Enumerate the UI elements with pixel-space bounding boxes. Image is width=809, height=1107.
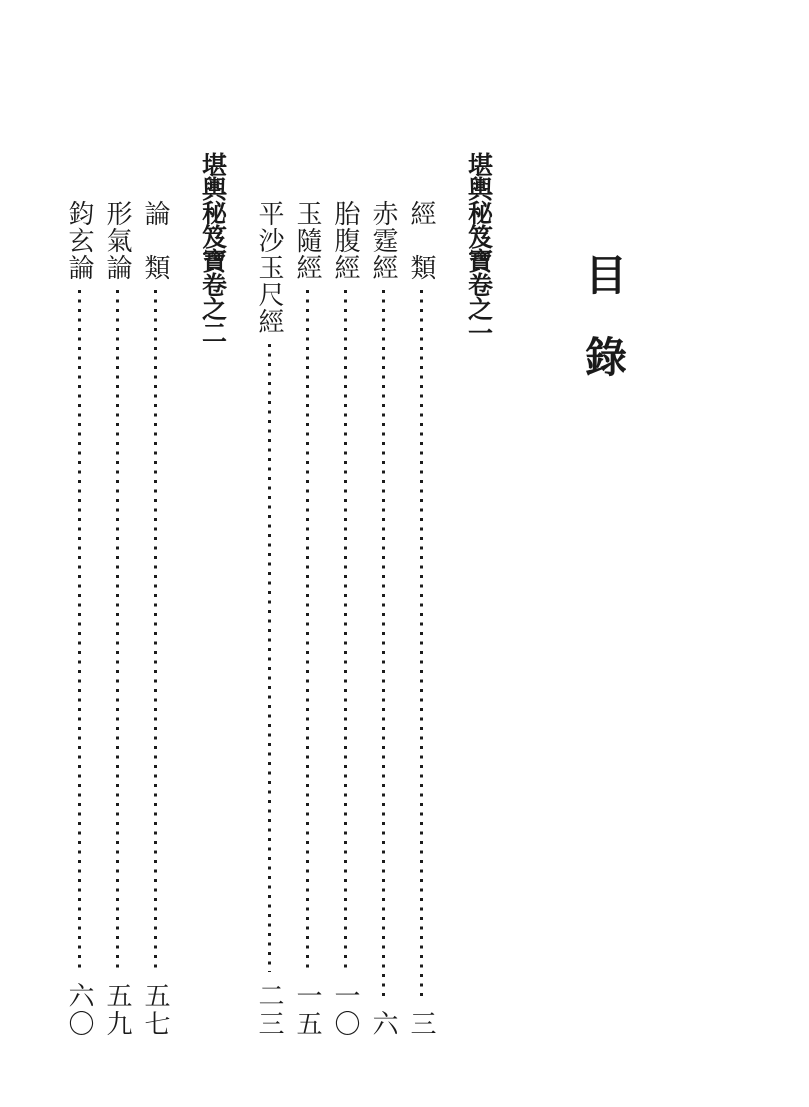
toc-entry (326, 150, 364, 1040)
section-header: 堪輿秘笈寶卷之一 (464, 152, 492, 344)
page-title-column (579, 150, 625, 1040)
toc-entry (402, 150, 440, 1040)
toc-entry (98, 150, 136, 1040)
section-header-column (459, 150, 497, 1040)
entry-page-number: 三 (407, 1010, 436, 1038)
dot-leader (344, 290, 347, 972)
entry-label: 形氣論 (103, 200, 132, 281)
entry-page-number: 六〇 (65, 982, 94, 1038)
dot-leader (382, 290, 385, 1000)
entry-label: 玉隨經 (293, 200, 322, 281)
entry-label: 胎腹經 (331, 200, 360, 281)
entry-label: 鈞玄論 (65, 200, 94, 281)
toc-entry (60, 150, 98, 1040)
dot-leader (154, 290, 157, 972)
section-header-column (193, 150, 231, 1040)
entry-label: 赤霆經 (369, 200, 398, 281)
dot-leader (116, 290, 119, 972)
entry-page-number: 一〇 (331, 982, 360, 1038)
entry-page-number: 六 (369, 1010, 398, 1038)
entry-page-number: 五九 (103, 982, 132, 1038)
table-of-contents (60, 150, 625, 1040)
entry-label: 論 類 (141, 200, 170, 281)
dot-leader (268, 344, 271, 972)
toc-entry (364, 150, 402, 1040)
dot-leader (306, 290, 309, 972)
entry-page-number: 一五 (293, 982, 322, 1038)
page-title: 目錄 (579, 253, 625, 417)
dot-leader (420, 290, 423, 1000)
toc-entry (136, 150, 174, 1040)
entry-label: 經 類 (407, 200, 436, 281)
toc-entry (288, 150, 326, 1040)
section-header: 堪輿秘笈寶卷之二 (198, 152, 226, 344)
entry-label: 平沙玉尺經 (255, 200, 284, 335)
entry-page-number: 二三 (255, 982, 284, 1038)
dot-leader (78, 290, 81, 972)
entry-page-number: 五七 (141, 982, 170, 1038)
toc-entry (250, 150, 288, 1040)
